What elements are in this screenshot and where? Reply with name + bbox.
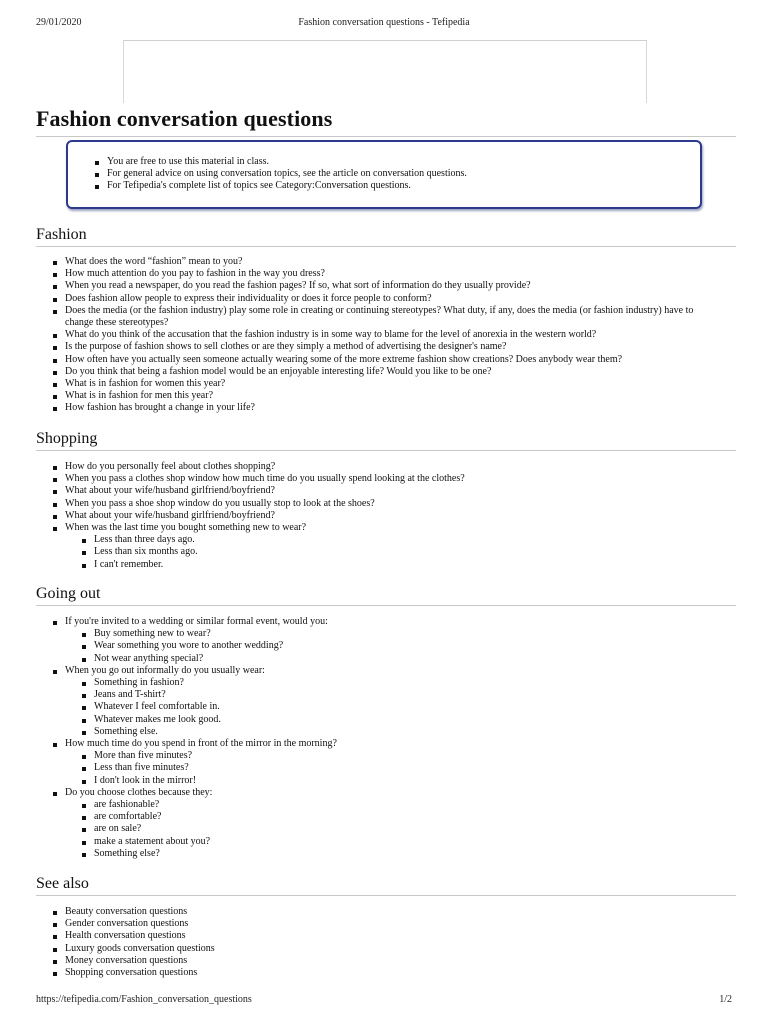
- sub-list: [65, 677, 337, 738]
- ad-placeholder-box: [123, 40, 647, 103]
- list-item-text: Do you choose clothes because they:: [65, 786, 213, 798]
- list-item: When you pass a clothes shop window how much time do you usually spend looking at the clothes?: [52, 473, 465, 485]
- sub-list-item: Less than six months ago.: [81, 546, 465, 558]
- list-item: How do you personally feel about clothes shopping?: [52, 461, 465, 473]
- see-also-link[interactable]: Beauty conversation questions: [52, 906, 215, 918]
- list-item: [52, 522, 465, 571]
- list-item: What about your wife/husband girlfriend/boyfriend?: [52, 510, 465, 522]
- shopping-question-list: [52, 461, 465, 571]
- list-item-text: If you're invited to a wedding or similar formal event, would you:: [65, 616, 328, 627]
- notice-list: [94, 156, 467, 193]
- see-also-link[interactable]: Gender conversation questions: [52, 918, 215, 930]
- list-item-text: When you go out informally do you usually wear:: [65, 664, 265, 676]
- sub-list-item: are comfortable?: [81, 811, 337, 823]
- sub-list-item: Whatever makes me look good.: [81, 714, 337, 726]
- title-divider: [36, 136, 736, 137]
- print-footer-url: https://tefipedia.com/Fashion_conversation_questions: [36, 994, 252, 1005]
- list-item: When you read a newspaper, do you read the fashion pages? If so, what sort of information do they usually provide?: [52, 280, 705, 292]
- sub-list: [65, 799, 337, 860]
- list-item: Does fashion allow people to express their individuality or does it force people to conform?: [52, 293, 705, 305]
- sub-list: [65, 534, 465, 571]
- notice-item: For general advice on using conversation topics, see the article on conversation questions.: [94, 168, 467, 180]
- section-heading-going-out: Going out: [36, 585, 101, 602]
- sub-list: [65, 750, 337, 787]
- sub-list-item: Not wear anything special?: [81, 653, 337, 665]
- print-date: 29/01/2020: [36, 17, 82, 28]
- list-item: What is in fashion for men this year?: [52, 390, 705, 402]
- notice-box: [66, 140, 702, 209]
- sub-list-item: are fashionable?: [81, 799, 337, 811]
- section-divider: [36, 450, 736, 451]
- list-item: How often have you actually seen someone actually wearing some of the more extreme fashion show creations? Does anybody wear them?: [52, 354, 705, 366]
- list-item-text: When was the last time you bought something new to wear?: [65, 522, 307, 534]
- list-item: How much attention do you pay to fashion in the way you dress?: [52, 268, 705, 280]
- sub-list-item: Buy something new to wear?: [81, 628, 337, 640]
- see-also-link[interactable]: Luxury goods conversation questions: [52, 943, 215, 955]
- sub-list-item: More than five minutes?: [81, 750, 337, 762]
- section-heading-fashion: Fashion: [36, 226, 87, 243]
- see-also-list: [52, 906, 215, 979]
- list-item: What do you think of the accusation that the fashion industry is in some way to blame for the level of anorexia in the western world?: [52, 329, 705, 341]
- list-item: What does the word “fashion” mean to you?: [52, 256, 705, 268]
- sub-list-item: Something else.: [81, 726, 337, 738]
- sub-list-item: Something else?: [81, 848, 337, 860]
- list-item: How fashion has brought a change in your life?: [52, 402, 705, 414]
- see-also-link[interactable]: Shopping conversation questions: [52, 967, 215, 979]
- list-item: When you pass a shoe shop window do you usually stop to look at the shoes?: [52, 498, 465, 510]
- sub-list-item: Less than three days ago.: [81, 534, 465, 546]
- sub-list-item: Whatever I feel comfortable in.: [81, 701, 337, 713]
- section-divider: [36, 246, 736, 247]
- list-item: Is the purpose of fashion shows to sell clothes or are they simply a method of advertising the designer's name?: [52, 341, 705, 353]
- list-item: What is in fashion for women this year?: [52, 378, 705, 390]
- sub-list-item: make a statement about you?: [81, 836, 337, 848]
- list-item: [52, 787, 337, 860]
- sub-list-item: Something in fashion?: [81, 677, 337, 689]
- sub-list: [65, 628, 337, 665]
- page-title: Fashion conversation questions: [36, 106, 333, 131]
- list-item: Do you think that being a fashion model would be an enjoyable interesting life? Would you like to be one?: [52, 366, 705, 378]
- sub-list-item: I can't remember.: [81, 559, 465, 571]
- section-heading-see-also: See also: [36, 875, 89, 892]
- list-item-text: How much time do you spend in front of the mirror in the morning?: [65, 738, 337, 750]
- list-item: [52, 738, 337, 787]
- notice-item: You are free to use this material in class.: [94, 156, 467, 168]
- going-out-question-list: [52, 616, 337, 860]
- print-page-number: 1/2: [719, 994, 732, 1005]
- notice-item: For Tefipedia's complete list of topics see Category:Conversation questions.: [94, 180, 467, 192]
- section-divider: [36, 605, 736, 606]
- print-header-title: Fashion conversation questions - Tefipedia: [298, 17, 470, 28]
- section-divider: [36, 895, 736, 896]
- see-also-link[interactable]: Money conversation questions: [52, 955, 215, 967]
- sub-list-item: I don't look in the mirror!: [81, 775, 337, 787]
- sub-list-item: Jeans and T-shirt?: [81, 689, 337, 701]
- sub-list-item: Wear something you wore to another wedding?: [81, 640, 337, 652]
- list-item: [52, 616, 337, 665]
- list-item: [52, 665, 337, 738]
- list-item: What about your wife/husband girlfriend/boyfriend?: [52, 485, 465, 497]
- sub-list-item: Less than five minutes?: [81, 762, 337, 774]
- section-heading-shopping: Shopping: [36, 430, 98, 447]
- fashion-question-list: [52, 256, 705, 415]
- sub-list-item: are on sale?: [81, 823, 337, 835]
- see-also-link[interactable]: Health conversation questions: [52, 930, 215, 942]
- list-item: Does the media (or the fashion industry) play some role in creating or continuing stereotypes? What duty, if any, does the media (or fashion industry) have to change these stereotypes?: [52, 305, 705, 329]
